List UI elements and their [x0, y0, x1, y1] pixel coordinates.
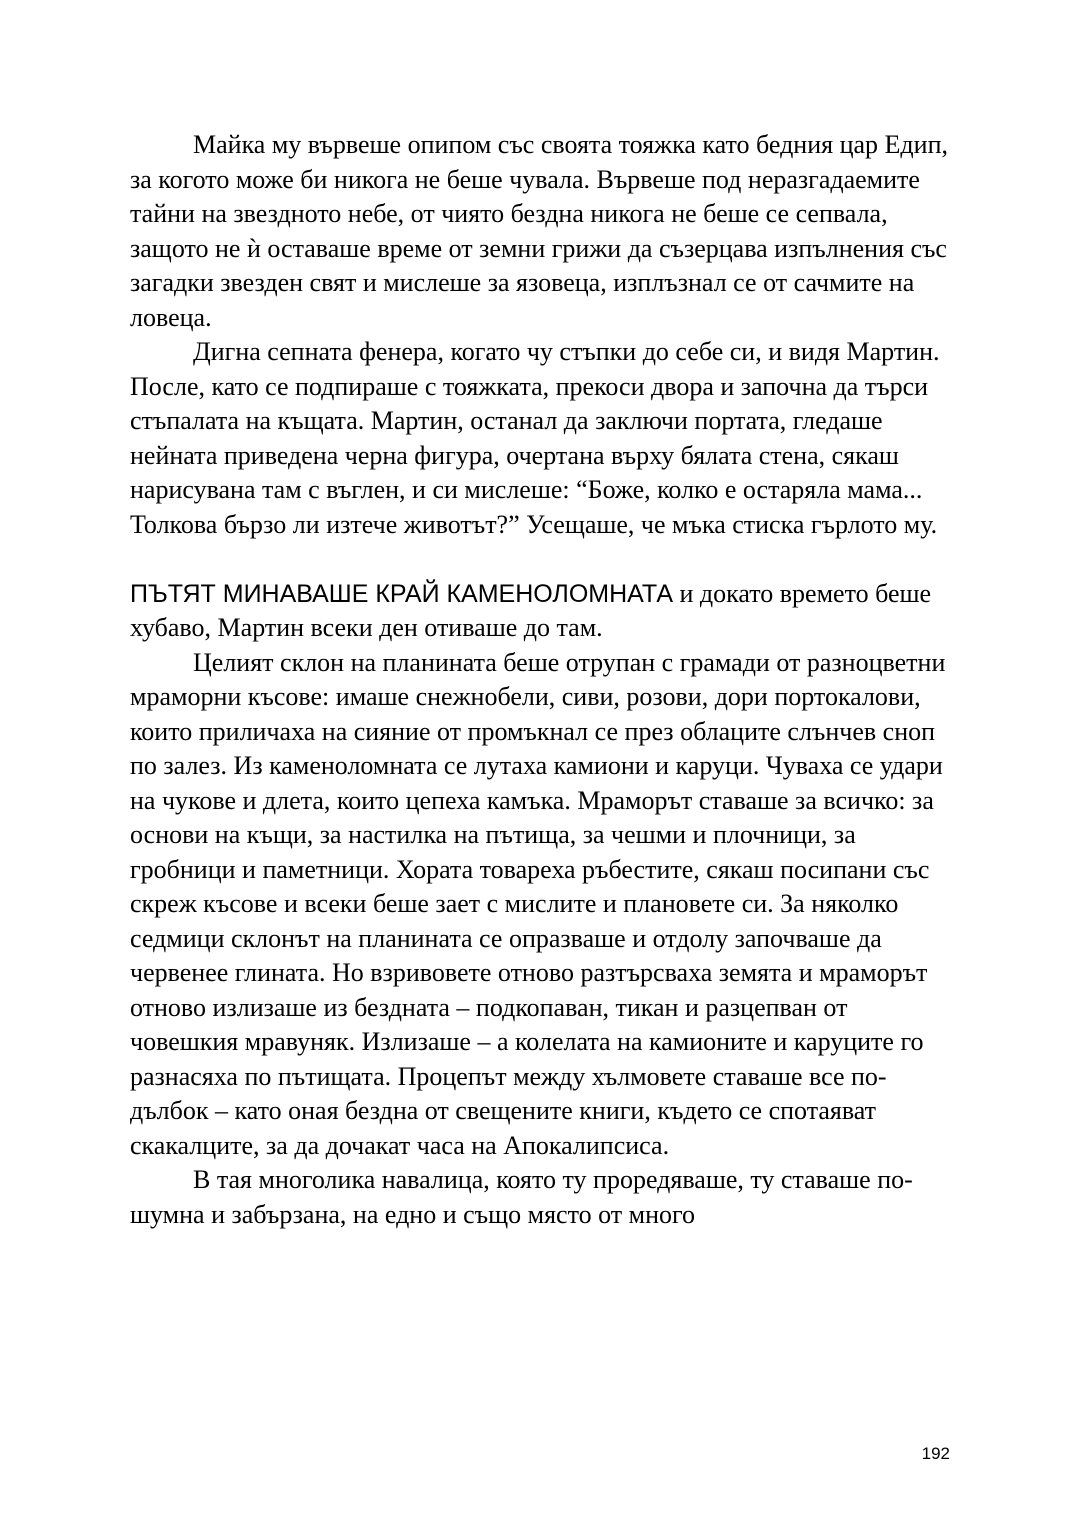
paragraph-3: Целият склон на планината беше отрупан с грамади от разноцветни мраморни късове: имаше снежнобели, сиви, розови, дори портокалови, които приличаха на сияние от промъкнал се през облаците слънчев сноп по залез. Из каменоломната се лутаха камиони и каруци. Чуваха се удари на чукове и длета, които цепеха камъка. Мраморът ставаше за всичко: за основи на къщи, за настилка на пътища, за чешми и плочници, за гробници и паметници. Хората товареха ръбестите, сякаш посипани със скреж късове и всеки беше зает с мислите и плановете си. За няколко седмици склонът на планината се опразваше и отдолу започваше да червенее глината. Но взривовете отново разтърсваха земята и мраморът отново излизаше из бездната – подкопаван, тикан и разцепван от човешкия мравуняк. Излизаше – а колелата на камионите и каруците го разнасяха по пътищата. Процепът между хълмовете ставаше все по-дълбок – като оная бездна от свещените книги, където се спотаяват скакалците, за да дочакат часа на Апокалипсиса. — [130, 647, 946, 1160]
body-text — [130, 128, 960, 1232]
page-number: 192 — [921, 1444, 950, 1463]
section-lead-rest: и докато времето беше хубаво, Мартин всеки ден отиваше до там. — [130, 578, 932, 642]
section-opening-paragraph — [130, 577, 960, 646]
paragraph-1: Майка му вървеше опипом със своята тояжка като бедния цар Едип, за когото може би никога не беше чувала. Вървеше под неразгадаемите тайни на звездното небе, от чиято бездна никога не беше се сепвала, защото не ѝ оставаше време от земни грижи да съзерцава изпълнения със загадки звезден свят и мислеше за язовеца, изплъзнал се от сачмите на ловеца. — [130, 130, 948, 332]
section-lead-caps: ПЪТЯТ МИНАВАШЕ КРАЙ КАМЕНОЛОМНАТА — [130, 579, 674, 608]
paragraph-2: Дигна сепната фенера, когато чу стъпки до себе си, и видя Мартин. После, като се подпираше с тояжката, прекоси двора и започна да търси стъпалата на къщата. Мартин, останал да заключи портата, гледаше нейната приведена черна фигура, очертана върху бялата стена, сякаш нарисувана там с въглен, и си мислеше: “Боже, колко е остаряла мама... Толкова бързо ли изтече животът?” Усещаше, че мъка стиска гърлото му. — [130, 337, 940, 539]
paragraph-4: В тая многолика навалица, която ту проредяваше, ту ставаше по-шумна и забързана, на едно и също място от много — [130, 1165, 913, 1229]
